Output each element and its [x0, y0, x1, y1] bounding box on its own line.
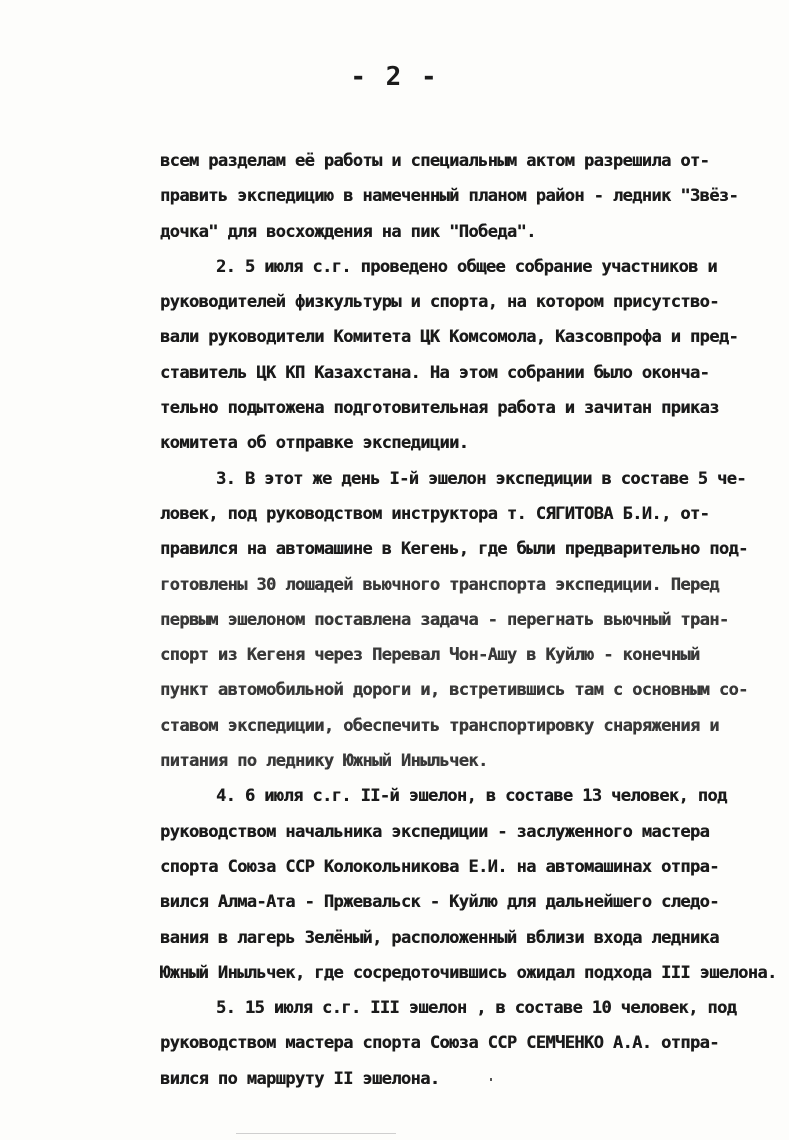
- text-line: тельно подытожена подготовительная работа и зачитан приказ: [160, 398, 719, 419]
- page-number: - 2 -: [350, 62, 439, 92]
- paragraph-1: [160, 144, 780, 250]
- scan-speck: [490, 1078, 492, 1081]
- text-line: руководителей физкультуры и спорта, на котором присутство-: [160, 292, 719, 313]
- text-line: спорт из Кегеня через Перевал Чон-Ашу в Куйлю - конечный: [160, 645, 700, 666]
- text-line: пункт автомобильной дороги и, встретившись там с основным со-: [160, 680, 748, 701]
- text-line: вился Алма-Ата - Пржевальск - Куйлю для дальнейшего следо-: [160, 892, 719, 913]
- text-line: вания в лагерь Зелёный, расположенный вблизи входа ледника: [160, 927, 719, 948]
- text-line: первым эшелоном поставлена задача - перегнать вьючный тран-: [160, 609, 729, 630]
- paragraph-2: [160, 250, 780, 462]
- text-line: вился по маршруту II эшелона.: [160, 1068, 440, 1089]
- text-line: 3. В этот же день I-й эшелон экспедиции в составе 5 че-: [216, 468, 746, 489]
- text-line: 4. 6 июля с.г. II-й эшелон, в составе 13 человек, под: [216, 786, 727, 807]
- text-line: спорта Союза ССР Колокольникова Е.И. на автомашинах отпра-: [160, 856, 719, 877]
- text-line: 5. 15 июля с.г. III эшелон , в составе 10 человек, под: [216, 998, 737, 1019]
- text-line: Южный Иныльчек, где сосредоточившись ожидал подхода III эшелона.: [160, 962, 777, 983]
- text-line: питания по леднику Южный Иныльчек.: [160, 751, 488, 772]
- text-line: готовлены 30 лошадей вьючного транспорта экспедиции. Перед: [160, 574, 719, 595]
- text-line: вали руководители Комитета ЦК Комсомола, Казсовпрофа и пред-: [160, 327, 739, 348]
- paragraph-3: [160, 462, 780, 780]
- text-line: всем разделам её работы и специальным актом разрешила от-: [160, 151, 710, 171]
- text-line: руководством мастера спорта Союза ССР СЕМЧЕНКО А.А. отпра-: [160, 1033, 719, 1054]
- text-line: 2. 5 июля с.г. проведено общее собрание участников и: [216, 256, 718, 277]
- text-line: руководством начальника экспедиции - заслуженного мастера: [160, 821, 710, 842]
- paragraph-4: [160, 779, 780, 991]
- text-line: править экспедицию в намеченный планом район - ледник "Звёз-: [160, 186, 739, 207]
- text-line: ловек, под руководством инструктора т. СЯГИТОВА Б.И., от-: [160, 503, 710, 524]
- scan-edge-mark: [236, 1133, 396, 1134]
- text-line: ставом экспедиции, обеспечить транспортировку снаряжения и: [160, 715, 719, 736]
- text-line: ставитель ЦК КП Казахстана. На этом собрании было оконча-: [160, 362, 710, 383]
- text-line: правился на автомашине в Кегень, где были предварительно под-: [160, 539, 748, 560]
- text-line: комитета об отправке экспедиции.: [160, 433, 469, 454]
- document-body: [160, 144, 780, 1097]
- text-line: дочка" для восхождения на пик "Победа".: [160, 221, 536, 242]
- paragraph-5: [160, 991, 780, 1097]
